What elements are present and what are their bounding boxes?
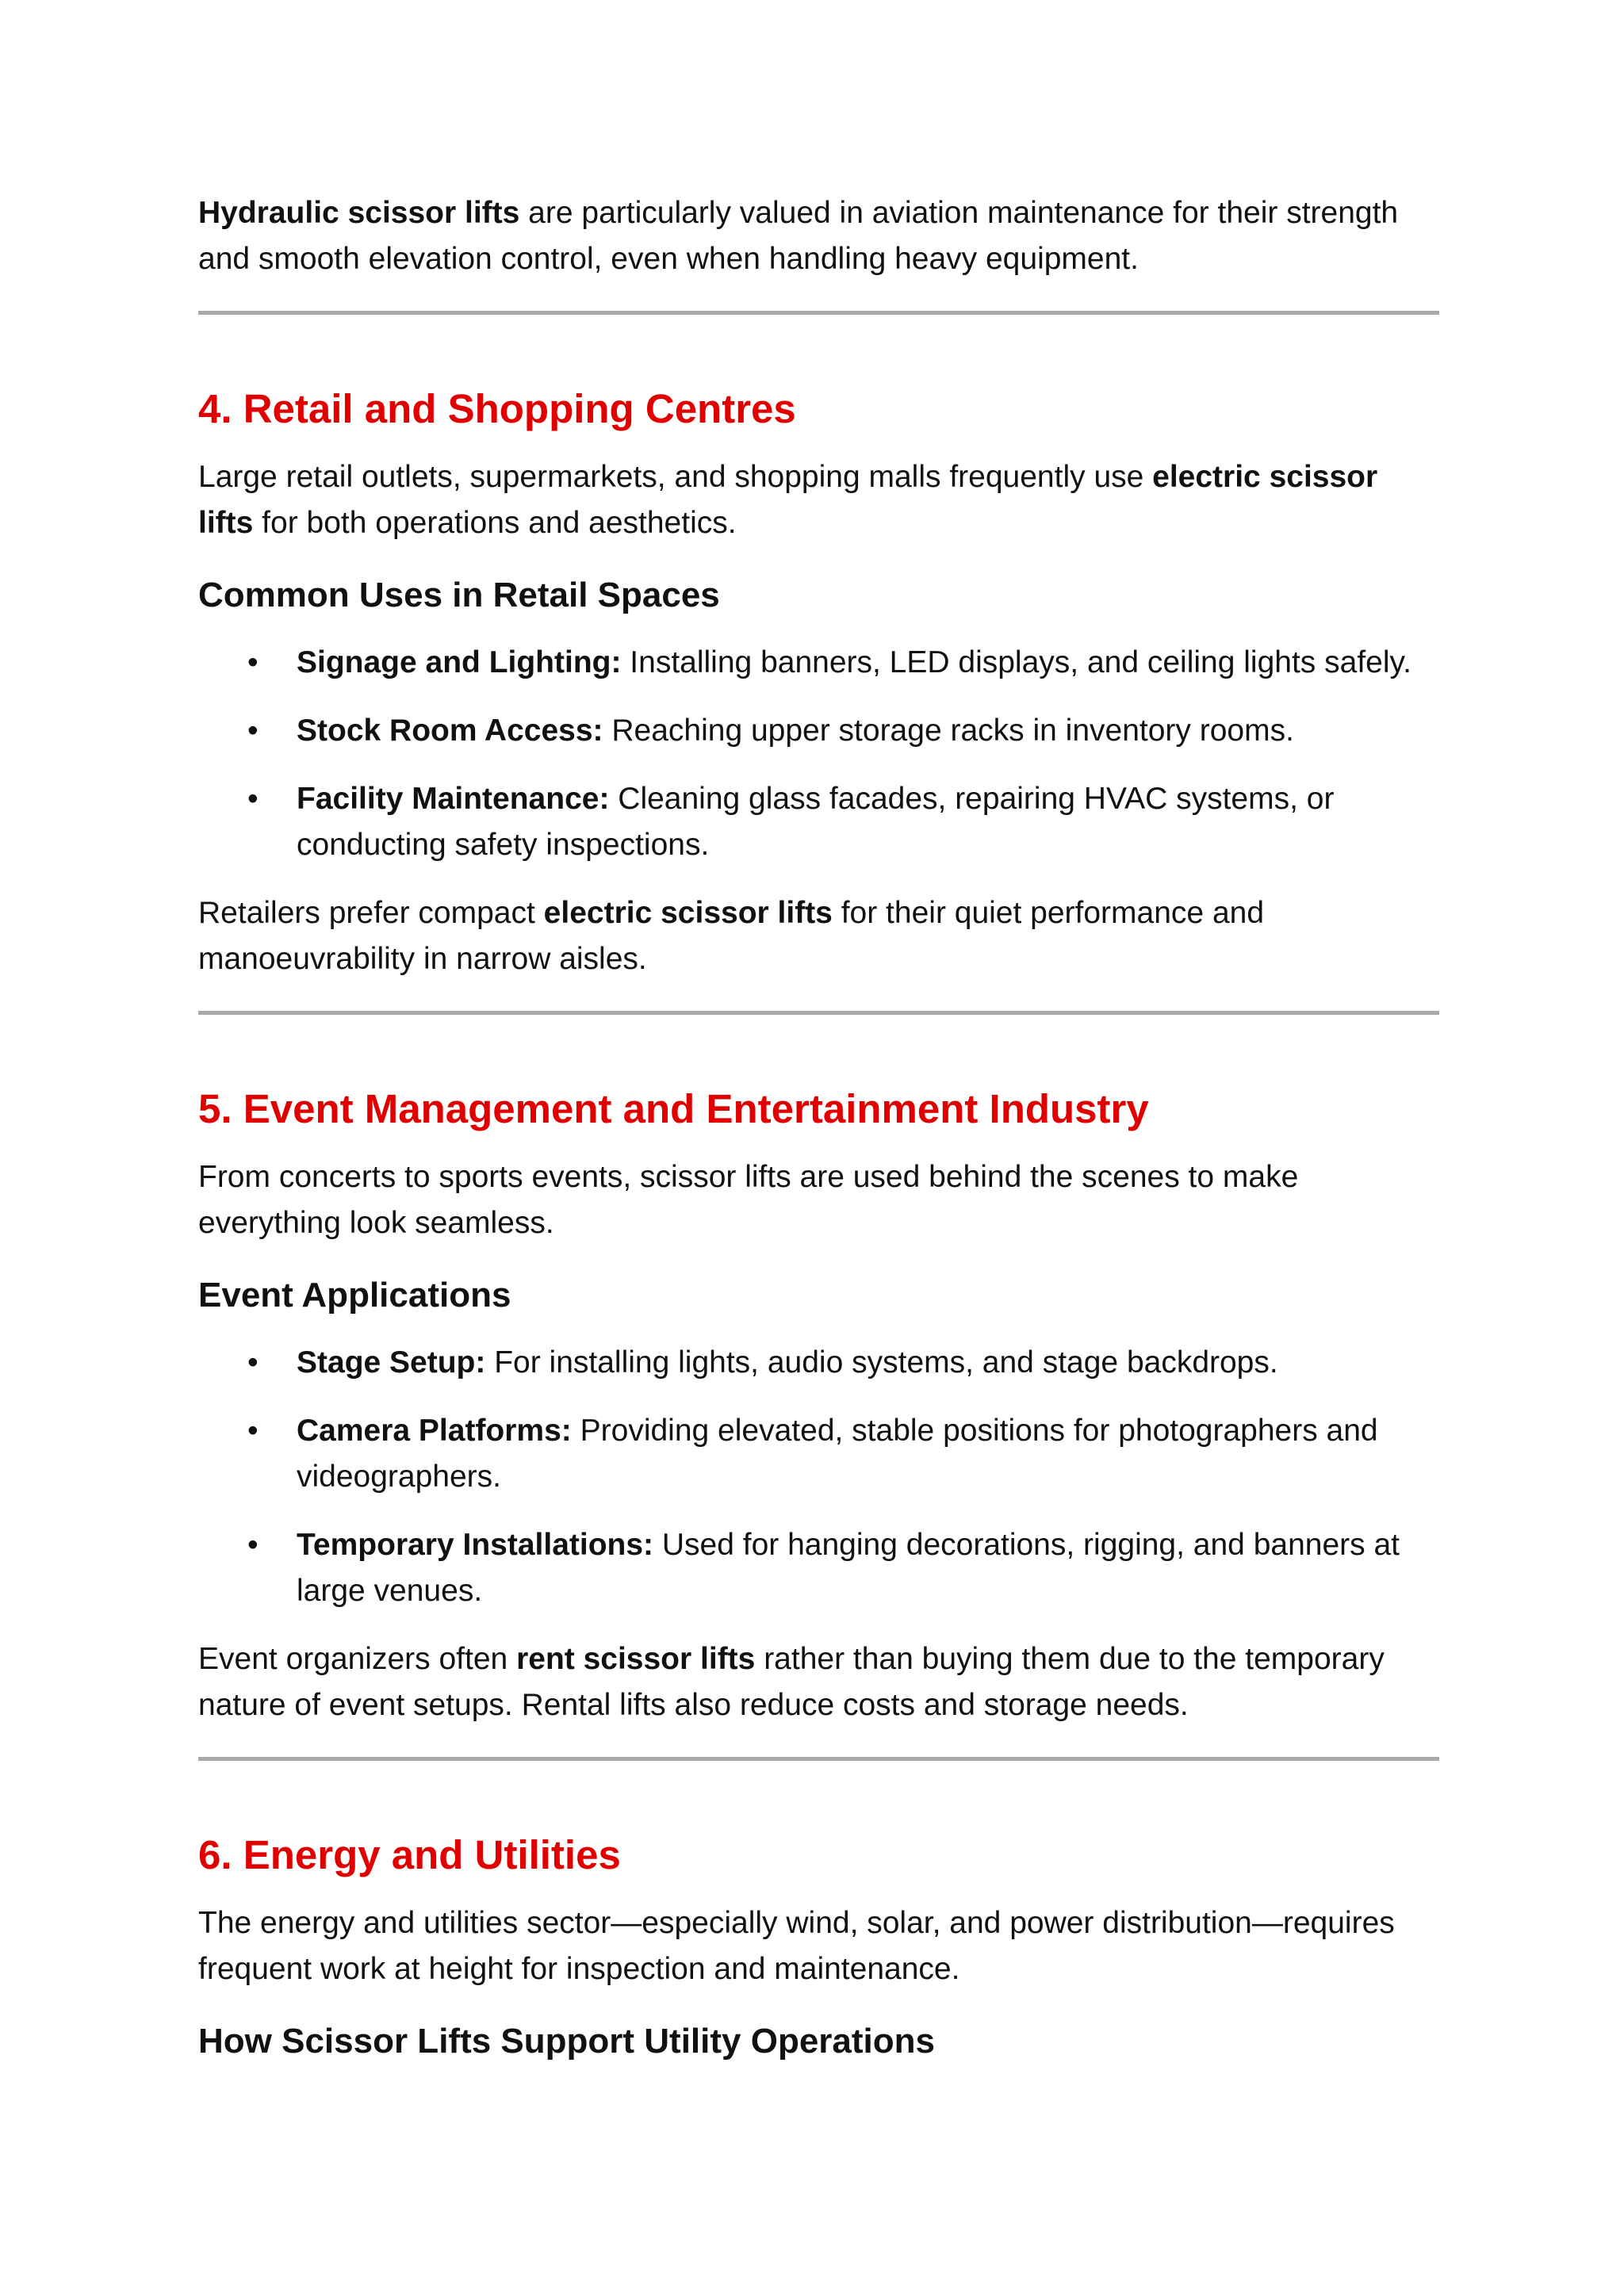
closing-bold: rent scissor lifts: [516, 1642, 756, 1676]
section-heading: 6. Energy and Utilities: [198, 1832, 621, 1877]
section-intro: The energy and utilities sector—especially wind, solar, and power distribution—requires frequent work at height for inspection and maintenance.: [198, 1906, 1395, 1986]
list-item-label: Camera Platforms:: [297, 1414, 572, 1448]
list-item-text: Cleaning glass facades, repairing HVAC systems, or conducting safety inspections.: [297, 782, 1335, 862]
list-item-label: Signage and Lighting:: [297, 645, 622, 679]
section-intro: [198, 454, 1435, 546]
list-item: [198, 1408, 1435, 1500]
list-item-label: Stock Room Access:: [297, 714, 603, 748]
section-closing: [198, 890, 1435, 982]
intro-bold: Hydraulic scissor lifts: [198, 196, 520, 230]
list-item: [198, 640, 1435, 686]
closing-text-end: rather than buying them due to the temporary nature of event setups. Rental lifts also reduce costs and storage needs.: [198, 1642, 1385, 1722]
section-heading: 4. Retail and Shopping Centres: [198, 386, 796, 431]
subheading: Common Uses in Retail Spaces: [198, 576, 720, 614]
section-intro-text-end: for both operations and aesthetics.: [253, 506, 737, 540]
bullet-icon: •: [247, 1345, 259, 1380]
list-item: [198, 1522, 1435, 1614]
divider: [198, 1011, 1439, 1015]
list-item-text: Reaching upper storage racks in inventory rooms.: [603, 714, 1294, 748]
divider: [198, 1757, 1439, 1761]
list-item-text: Installing banners, LED displays, and ceiling lights safely.: [621, 645, 1411, 679]
intro-text: are particularly valued in aviation maintenance for their strength and smooth elevation control, even when handling heavy equipment.: [198, 196, 1399, 276]
closing-bold: electric scissor lifts: [543, 896, 833, 930]
list-item-label: Stage Setup:: [297, 1345, 486, 1380]
subheading: Event Applications: [198, 1276, 511, 1314]
section-closing: [198, 1636, 1435, 1728]
list-item-text: Providing elevated, stable positions for photographers and videographers.: [297, 1414, 1378, 1494]
divider: [198, 311, 1439, 315]
bullet-icon: •: [247, 714, 259, 748]
intro-paragraph: [198, 190, 1435, 282]
list-item: [198, 776, 1435, 868]
bullet-icon: •: [247, 645, 259, 679]
section-intro: From concerts to sports events, scissor lifts are used behind the scenes to make everything look seamless.: [198, 1160, 1299, 1240]
document-page: [198, 190, 1435, 2065]
list-item-label: Facility Maintenance:: [297, 782, 610, 816]
bullet-icon: •: [247, 782, 259, 816]
closing-text-end: for their quiet performance and manoeuvrability in narrow aisles.: [198, 896, 1265, 976]
bullet-list: [198, 1340, 1435, 1614]
section-intro-text: Large retail outlets, supermarkets, and shopping malls frequently use: [198, 460, 1153, 494]
closing-text: Event organizers often: [198, 1642, 517, 1676]
section-intro-bold: electric scissor lifts: [198, 460, 1378, 540]
closing-text: Retailers prefer compact: [198, 896, 544, 930]
bullet-icon: •: [247, 1414, 259, 1448]
list-item: [198, 1340, 1435, 1386]
subheading: How Scissor Lifts Support Utility Operations: [198, 2022, 935, 2061]
bullet-list: [198, 640, 1435, 868]
list-item-text: Used for hanging decorations, rigging, and banners at large venues.: [297, 1528, 1400, 1608]
list-item: [198, 708, 1435, 754]
bullet-icon: •: [247, 1528, 259, 1562]
list-item-label: Temporary Installations:: [297, 1528, 654, 1562]
list-item-text: For installing lights, audio systems, and stage backdrops.: [485, 1345, 1278, 1380]
section-heading: 5. Event Management and Entertainment Industry: [198, 1086, 1149, 1131]
